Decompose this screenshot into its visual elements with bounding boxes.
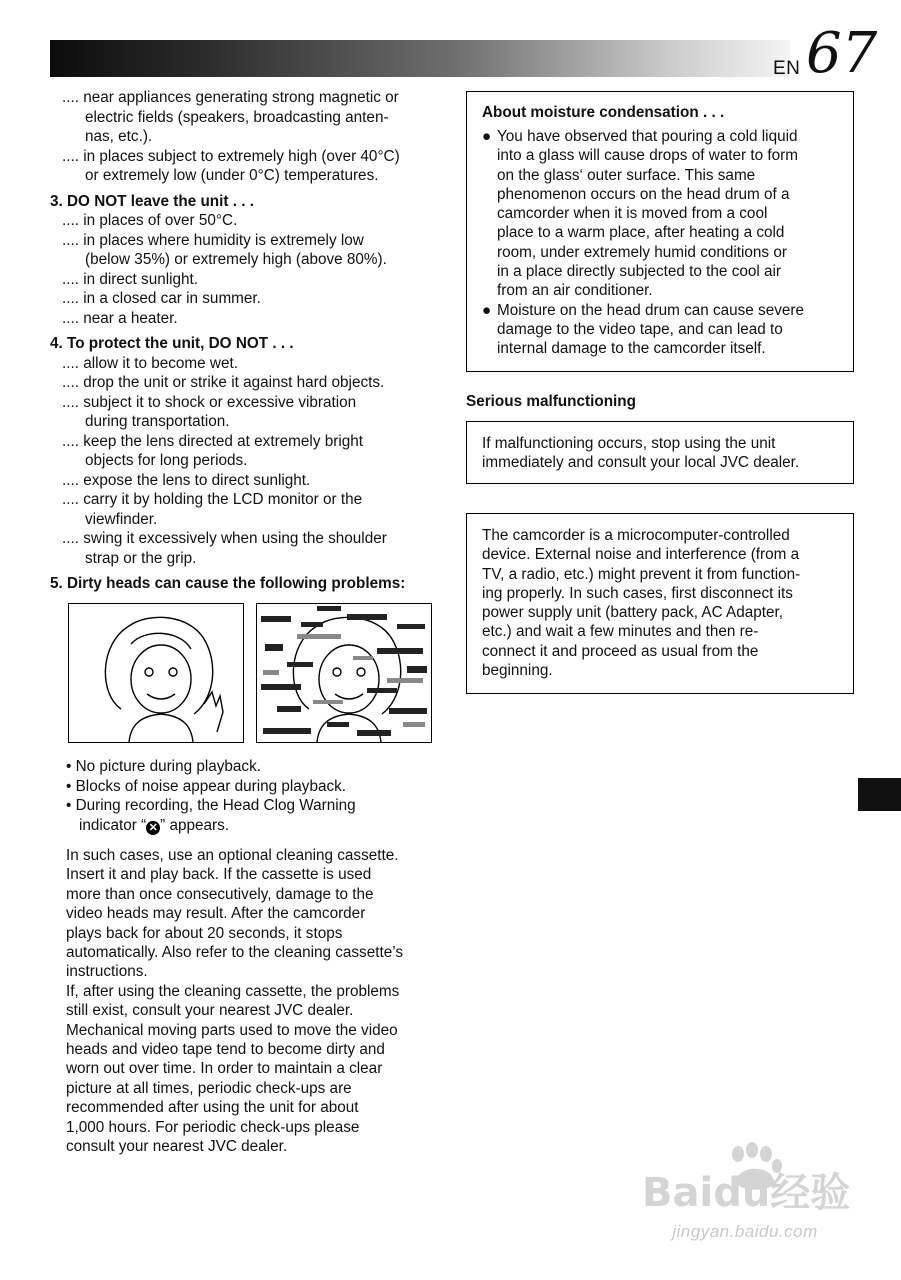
clean-picture-illustration bbox=[68, 603, 244, 743]
paragraph-line: video heads may result. After the camcorder bbox=[66, 905, 366, 923]
text-line: or extremely low (under 0°C) temperatures. bbox=[85, 167, 379, 184]
text-line: .... swing it excessively when using the shoulder bbox=[62, 530, 387, 547]
serious-malfunction-box bbox=[466, 421, 854, 484]
microcomputer-text-line: TV, a radio, etc.) might prevent it from function- bbox=[482, 565, 801, 583]
serious-text-line: If malfunctioning occurs, stop using the unit bbox=[482, 435, 776, 452]
text-line: nas, etc.). bbox=[85, 128, 153, 145]
microcomputer-note-text bbox=[482, 526, 800, 680]
head-clog-warning-icon: ✕ bbox=[146, 821, 160, 835]
page-number: 67 bbox=[806, 21, 878, 86]
moisture-bullet bbox=[482, 127, 804, 301]
text-line: .... in a closed car in summer. bbox=[62, 290, 261, 307]
moisture-bullet-line: in a place directly subjected to the cool air bbox=[497, 263, 782, 281]
moisture-bullet-line: place to a warm place, after heating a cold bbox=[497, 224, 785, 242]
paragraph-line: 1,000 hours. For periodic check-ups please bbox=[66, 1118, 360, 1136]
bullet-item: • Blocks of noise appear during playback. bbox=[66, 777, 347, 795]
moisture-bullet-line: phenomenon occurs on the head drum of a bbox=[497, 185, 790, 203]
microcomputer-text-line: ing properly. In such cases, first disconnect its bbox=[482, 584, 793, 602]
paragraph-line: heads and video tape tend to become dirty and bbox=[66, 1041, 385, 1059]
bullet-dot-icon: ● bbox=[482, 128, 492, 145]
bullet-item-continuation: indicator “ ✕ ” appears. bbox=[79, 816, 230, 834]
paragraph-line: consult your nearest JVC dealer. bbox=[66, 1138, 288, 1156]
microcomputer-text-line: etc.) and wait a few minutes and then re- bbox=[482, 623, 759, 641]
text-line: viewfinder. bbox=[85, 510, 158, 528]
bullet-item: • No picture during playback. bbox=[66, 758, 261, 775]
section-heading: 5. Dirty heads can cause the following problems: bbox=[50, 575, 406, 592]
paragraph-line: Insert it and play back. If the cassette is used bbox=[66, 866, 372, 884]
paragraph-line: recommended after using the unit for about bbox=[66, 1099, 359, 1117]
section-index-tab bbox=[858, 778, 901, 811]
serious-malfunction-heading: Serious malfunctioning bbox=[466, 393, 636, 410]
moisture-bullet-line: damage to the video tape, and can lead to bbox=[497, 320, 783, 338]
paragraph-line: automatically. Also refer to the cleaning cassette’s bbox=[66, 944, 403, 962]
problem-bullet-list bbox=[66, 757, 356, 835]
moisture-bullet-line: on the glass‘ outer surface. This same bbox=[497, 166, 756, 184]
moisture-bullet-line: camcorder when it is moved from a cool bbox=[497, 205, 768, 223]
bullet-dot-icon: ● bbox=[482, 301, 492, 319]
moisture-box-title: About moisture condensation . . . bbox=[482, 104, 725, 121]
text-line: .... drop the unit or strike it against hard objects. bbox=[62, 374, 385, 391]
text-line: (below 35%) or extremely high (above 80%). bbox=[85, 251, 387, 268]
moisture-condensation-box bbox=[466, 91, 854, 372]
text-line: .... near a heater. bbox=[62, 309, 178, 327]
text-line: .... in direct sunlight. bbox=[62, 270, 199, 288]
text-line: strap or the grip. bbox=[85, 549, 197, 567]
text-line: electric fields (speakers, broadcasting anten- bbox=[85, 108, 389, 126]
microcomputer-text-line: beginning. bbox=[482, 662, 553, 680]
serious-text-line: immediately and consult your local JVC dealer. bbox=[482, 454, 800, 472]
moisture-bullet-line: into a glass will cause drops of water to form bbox=[497, 147, 798, 165]
moisture-bullet-line: Moisture on the head drum can cause severe bbox=[497, 301, 804, 319]
text-line: .... expose the lens to direct sunlight. bbox=[62, 471, 311, 489]
microcomputer-text-line: The camcorder is a microcomputer-controlled bbox=[482, 527, 790, 544]
text-line: .... in places subject to extremely high (over 40°C) bbox=[62, 147, 400, 165]
section-heading: 4. To protect the unit, DO NOT . . . bbox=[50, 335, 294, 352]
microcomputer-note-box bbox=[466, 513, 854, 694]
paragraph-line: picture at all times, periodic check-ups are bbox=[66, 1079, 352, 1097]
serious-malfunction-text bbox=[482, 434, 799, 473]
paragraph-line: Mechanical moving parts used to move the video bbox=[66, 1021, 398, 1039]
text-line: .... in places of over 50°C. bbox=[62, 212, 238, 229]
cleaning-cassette-paragraph bbox=[66, 846, 446, 1157]
baidu-paw-logo-icon bbox=[640, 1140, 850, 1212]
watermark-logo-text: Baidu经验 bbox=[642, 1170, 850, 1212]
baidu-watermark bbox=[640, 1140, 850, 1250]
left-column-text bbox=[50, 88, 440, 594]
paragraph-line: plays back for about 20 seconds, it stops bbox=[66, 924, 343, 942]
paragraph-line: In such cases, use an optional cleaning cassette. bbox=[66, 847, 399, 864]
moisture-bullet-line: from an air conditioner. bbox=[497, 282, 653, 300]
microcomputer-text-line: power supply unit (battery pack, AC Adapter, bbox=[482, 604, 784, 622]
moisture-bullet-line: internal damage to the camcorder itself. bbox=[497, 340, 766, 358]
paragraph-line: instructions. bbox=[66, 963, 148, 981]
moisture-bullet-line: You have observed that pouring a cold liquid bbox=[497, 128, 798, 145]
watermark-url: jingyan.baidu.com bbox=[672, 1222, 818, 1241]
section-heading: 3. DO NOT leave the unit . . . bbox=[50, 192, 254, 210]
paragraph-line: more than once consecutively, damage to the bbox=[66, 885, 374, 903]
text-line: during transportation. bbox=[85, 413, 230, 430]
bullet-item: • During recording, the Head Clog Warning bbox=[66, 797, 356, 814]
text-line: .... allow it to become wet. bbox=[62, 354, 238, 372]
text-line: .... subject it to shock or excessive vibration bbox=[62, 393, 357, 411]
moisture-box-body bbox=[482, 127, 804, 359]
text-line: .... near appliances generating strong magnetic or bbox=[62, 89, 399, 106]
header-gradient-bar bbox=[50, 40, 790, 77]
text-line: .... carry it by holding the LCD monitor or the bbox=[62, 491, 363, 508]
moisture-bullet bbox=[482, 301, 804, 359]
text-line: .... keep the lens directed at extremely bright bbox=[62, 432, 363, 450]
text-line: objects for long periods. bbox=[85, 452, 248, 469]
microcomputer-text-line: connect it and proceed as usual from the bbox=[482, 642, 759, 660]
text-line: .... in places where humidity is extremely low bbox=[62, 231, 364, 249]
paragraph-line: If, after using the cleaning cassette, the problems bbox=[66, 982, 400, 1000]
microcomputer-text-line: device. External noise and interference (from a bbox=[482, 546, 800, 564]
paragraph-line: worn out over time. In order to maintain a clear bbox=[66, 1060, 383, 1078]
moisture-bullet-line: room, under extremely humid conditions or bbox=[497, 243, 787, 261]
noisy-picture-illustration bbox=[256, 603, 432, 743]
page-language-label: EN bbox=[773, 58, 801, 79]
paragraph-line: still exist, consult your nearest JVC dealer. bbox=[66, 1002, 354, 1020]
